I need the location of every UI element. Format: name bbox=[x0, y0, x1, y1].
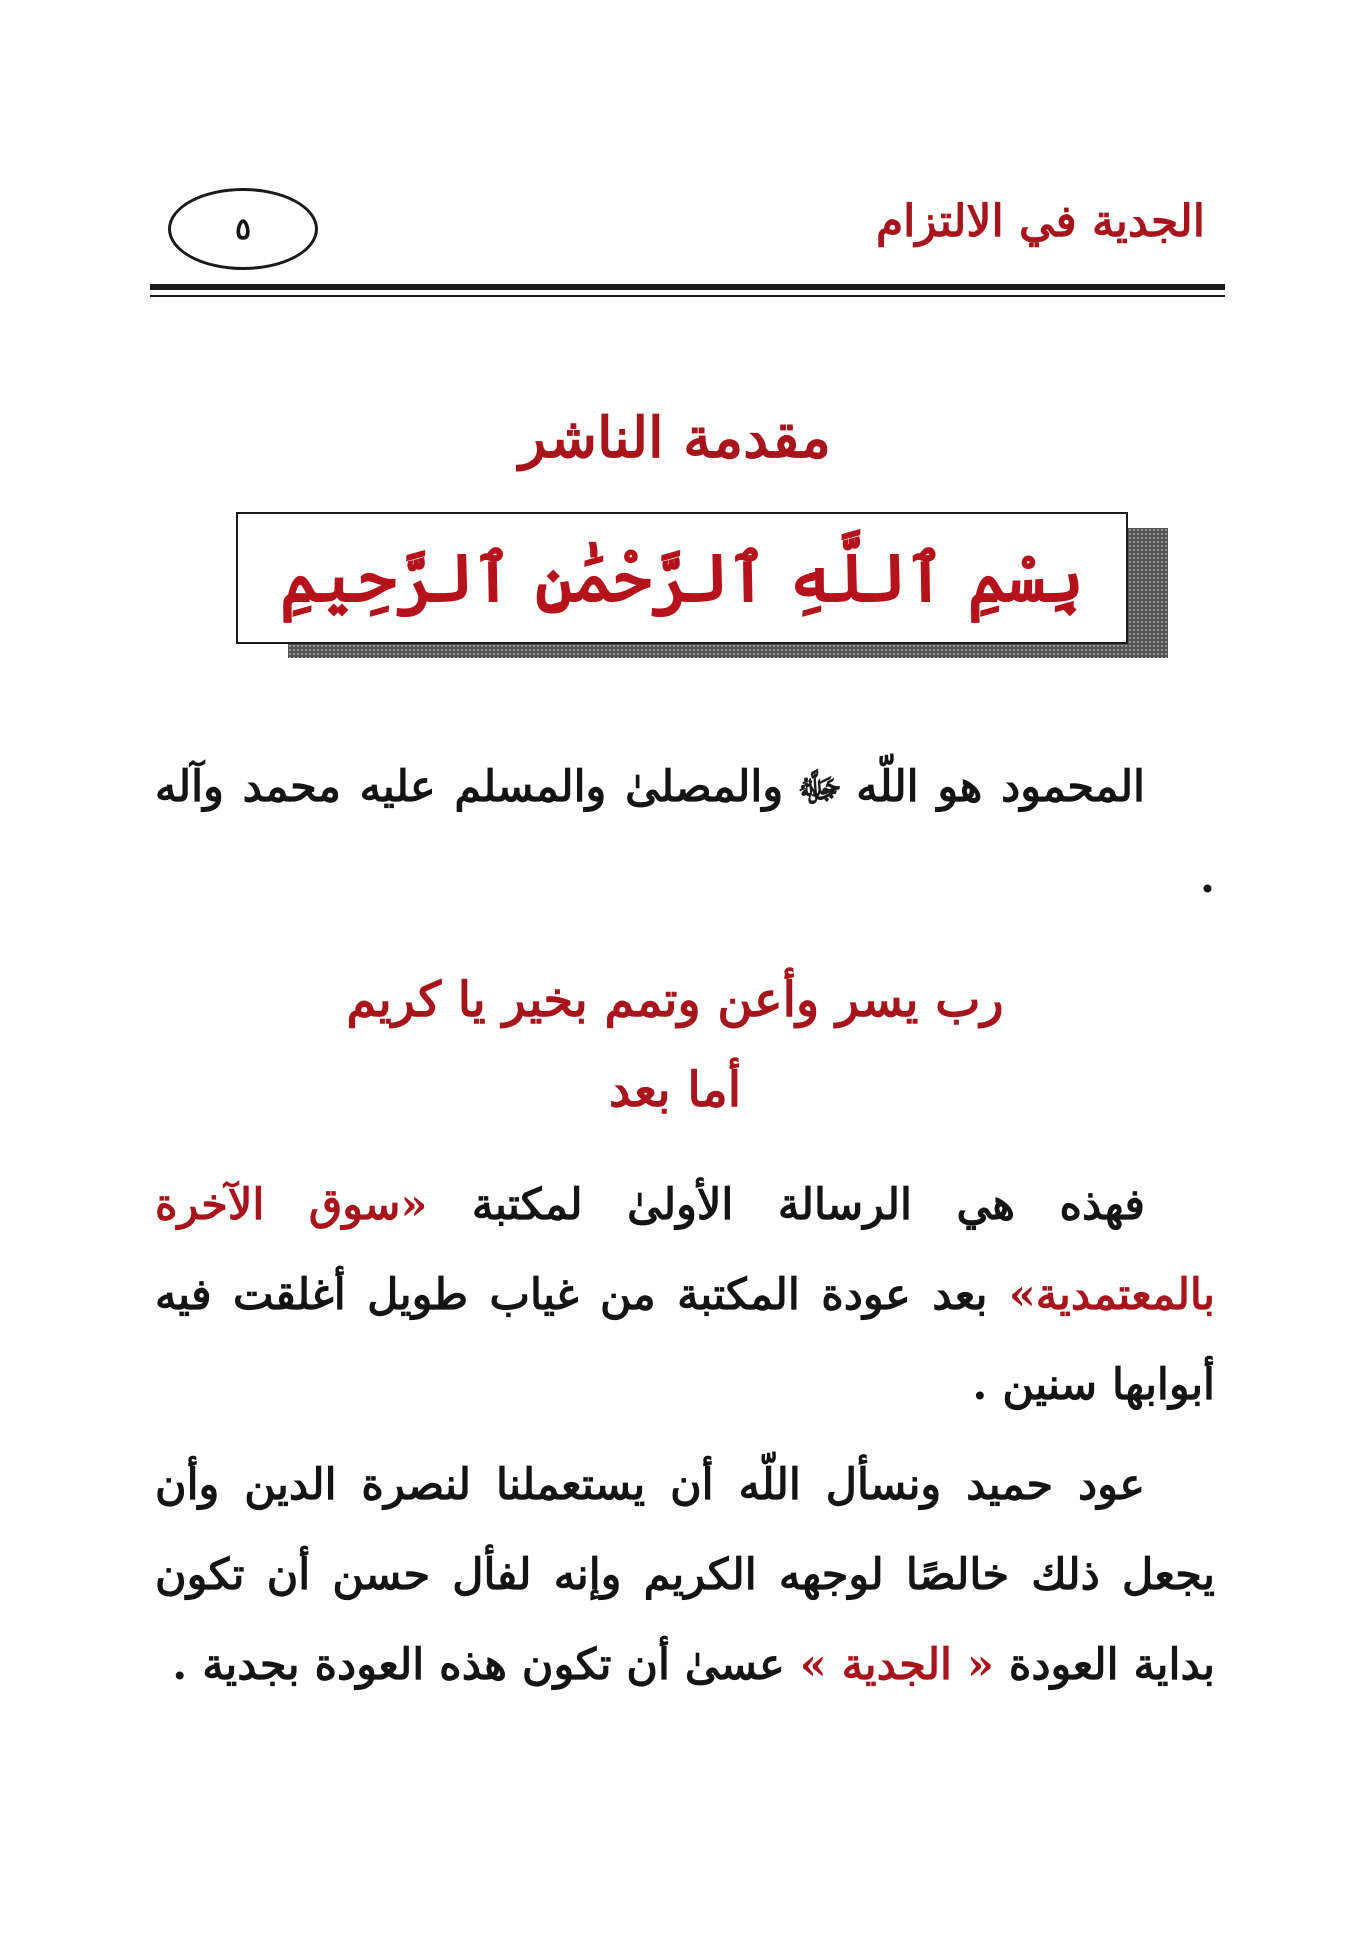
supplication-line: رب يسر وأعن وتمم بخير يا كريم bbox=[346, 972, 1004, 1028]
running-title: الجدية في الالتزام bbox=[875, 196, 1205, 247]
paragraph-3 bbox=[155, 1440, 1215, 1710]
amma-baad-heading: أما بعد bbox=[608, 1062, 742, 1118]
book-title-quote: « الجدية » bbox=[799, 1640, 994, 1690]
basmala-frame bbox=[236, 512, 1128, 644]
paragraph-1 bbox=[155, 742, 1215, 923]
basmala: بِسْمِ ٱللَّهِ ٱلرَّحْمَٰنِ ٱلرَّحِيمِ bbox=[280, 539, 1084, 617]
paragraph-2-start: فهذه هي الرسالة الأولىٰ لمكتبة bbox=[471, 1180, 1145, 1230]
library-name: «سوق الآخرة بالمعتمدية» bbox=[155, 1180, 1215, 1320]
paragraph-2 bbox=[155, 1160, 1215, 1430]
paragraph-1-start: المحمود هو اللّه bbox=[856, 762, 1145, 812]
paragraph-3-start: عود حميد ونسأل اللّه أن يستعملنا لنصرة الدين وأن يجعل ذلك خالصًا لوجهه الكريم وإنه لفأل حسن أن تكون بداية العودة bbox=[155, 1460, 1215, 1690]
page-number: ٥ bbox=[168, 188, 318, 270]
paragraph-1-end: والمصلىٰ والمسلم عليه محمد وآله . bbox=[155, 762, 1215, 903]
header-rule bbox=[150, 284, 1225, 290]
jalla-jalaluhu-icon: ﷻ bbox=[797, 764, 843, 811]
section-title: مقدمة الناشر bbox=[519, 405, 831, 471]
header-rule-thin bbox=[150, 295, 1225, 297]
paragraph-3-end: عسىٰ أن تكون هذه العودة بجدية . bbox=[172, 1640, 785, 1690]
paragraph-2-end: بعد عودة المكتبة من غياب طويل أغلقت فيه أبوابها سنين . bbox=[155, 1270, 1215, 1410]
